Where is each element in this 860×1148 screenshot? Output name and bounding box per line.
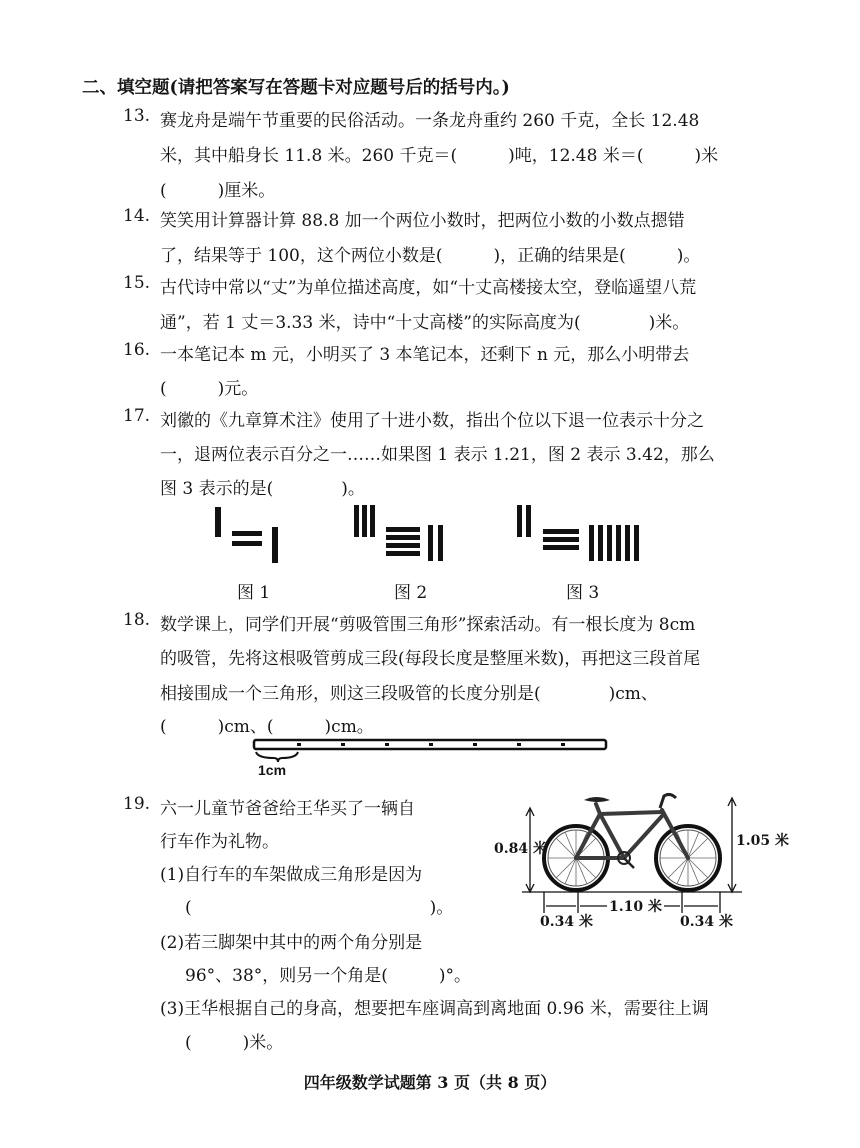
bike-label-wheel-right: 0.34 米 — [680, 914, 733, 930]
question-14-line-1: 笑笑用计算器计算 88.8 加一个两位小数时，把两位小数的小数点摁错 — [160, 211, 685, 231]
question-19-part-2: (2)若三脚架中其中的两个角分别是 — [160, 933, 423, 953]
figure-2-label: 图 2 — [394, 583, 428, 603]
question-15-line-2: 通”，若 1 丈＝3.33 米，诗中“十丈高楼”的实际高度为( )米。 — [160, 313, 690, 333]
question-13-line-2: 米，其中船身长 11.8 米。260 千克＝( )吨，12.48 米＝( )米 — [160, 146, 719, 166]
bike-label-wheel-left: 0.34 米 — [540, 914, 593, 930]
question-19-part-3: (3)王华根据自己的身高，想要把车座调高到离地面 0.96 米，需要往上调 — [160, 999, 709, 1019]
question-19-part-2-line-2: 96°、38°，则另一个角是( )°。 — [185, 966, 472, 986]
question-15-line-1: 古代诗中常以“丈”为单位描述高度，如“十丈高楼接太空，登临遥望八荒 — [160, 278, 697, 298]
rod-figure-2 — [352, 503, 462, 565]
question-18-number: 18. — [123, 610, 151, 630]
straw-unit-label: 1cm — [258, 762, 287, 778]
question-19-part-1: (1)自行车的车架做成三角形是因为 — [160, 865, 423, 885]
question-17-number: 17. — [123, 406, 151, 426]
section-title: 二、填空题(请把答案写在答题卡对应题号后的括号内。) — [82, 78, 510, 98]
question-14-number: 14. — [123, 206, 151, 226]
rod-figure-3 — [515, 503, 655, 565]
question-19-line-2: 行车作为礼物。 — [160, 832, 279, 852]
page-footer: 四年级数学试题第 3 页（共 8 页） — [303, 1073, 557, 1092]
question-14-line-2: 了，结果等于 100，这个两位小数是( )，正确的结果是( )。 — [160, 246, 701, 266]
question-17-line-1: 刘徽的《九章算术注》使用了十进小数，指出个位以下退一位表示十分之 — [160, 411, 704, 431]
question-16-line-2: ( )元。 — [160, 379, 259, 399]
question-16-line-1: 一本笔记本 m 元，小明买了 3 本笔记本，还剩下 n 元，那么小明带去 — [160, 345, 690, 365]
question-18-line-3: 相接围成一个三角形，则这三段吸管的长度分别是( )cm、 — [160, 684, 658, 704]
question-16-number: 16. — [123, 340, 151, 360]
question-13-line-3: ( )厘米。 — [160, 181, 276, 201]
question-19-part-1-blank: ( )。 — [185, 898, 454, 918]
question-18-line-2: 的吸管，先将这根吸管剪成三段(每段长度是整厘米数)，再把这三段首尾 — [160, 649, 701, 669]
figure-3-label: 图 3 — [566, 583, 600, 603]
question-13-number: 13. — [123, 106, 151, 126]
question-15-number: 15. — [123, 273, 151, 293]
rod-figure-1 — [210, 505, 290, 565]
bike-label-left-height: 0.84 米 — [494, 841, 547, 857]
question-13-line-1: 赛龙舟是端午节重要的民俗活动。一条龙舟重约 260 千克，全长 12.48 — [160, 111, 700, 131]
straw-figure — [252, 738, 612, 778]
question-17-line-3: 图 3 表示的是( )。 — [160, 479, 365, 499]
question-19-part-3-line-2: ( )米。 — [185, 1033, 284, 1053]
question-19-number: 19. — [123, 794, 151, 814]
question-19-line-1: 六一儿童节爸爸给王华买了一辆自 — [160, 799, 415, 819]
question-18-line-4: ( )cm、( )cm。 — [160, 717, 374, 737]
bike-label-wheelbase: 1.10 米 — [607, 896, 664, 916]
bike-label-right-height: 1.05 米 — [736, 833, 789, 849]
question-18-line-1: 数学课上，同学们开展“剪吸管围三角形”探索活动。有一根长度为 8cm — [160, 615, 696, 635]
figure-1-label: 图 1 — [237, 583, 271, 603]
question-17-line-2: 一，退两位表示百分之一……如果图 1 表示 1.21，图 2 表示 3.42，那么 — [160, 445, 715, 465]
